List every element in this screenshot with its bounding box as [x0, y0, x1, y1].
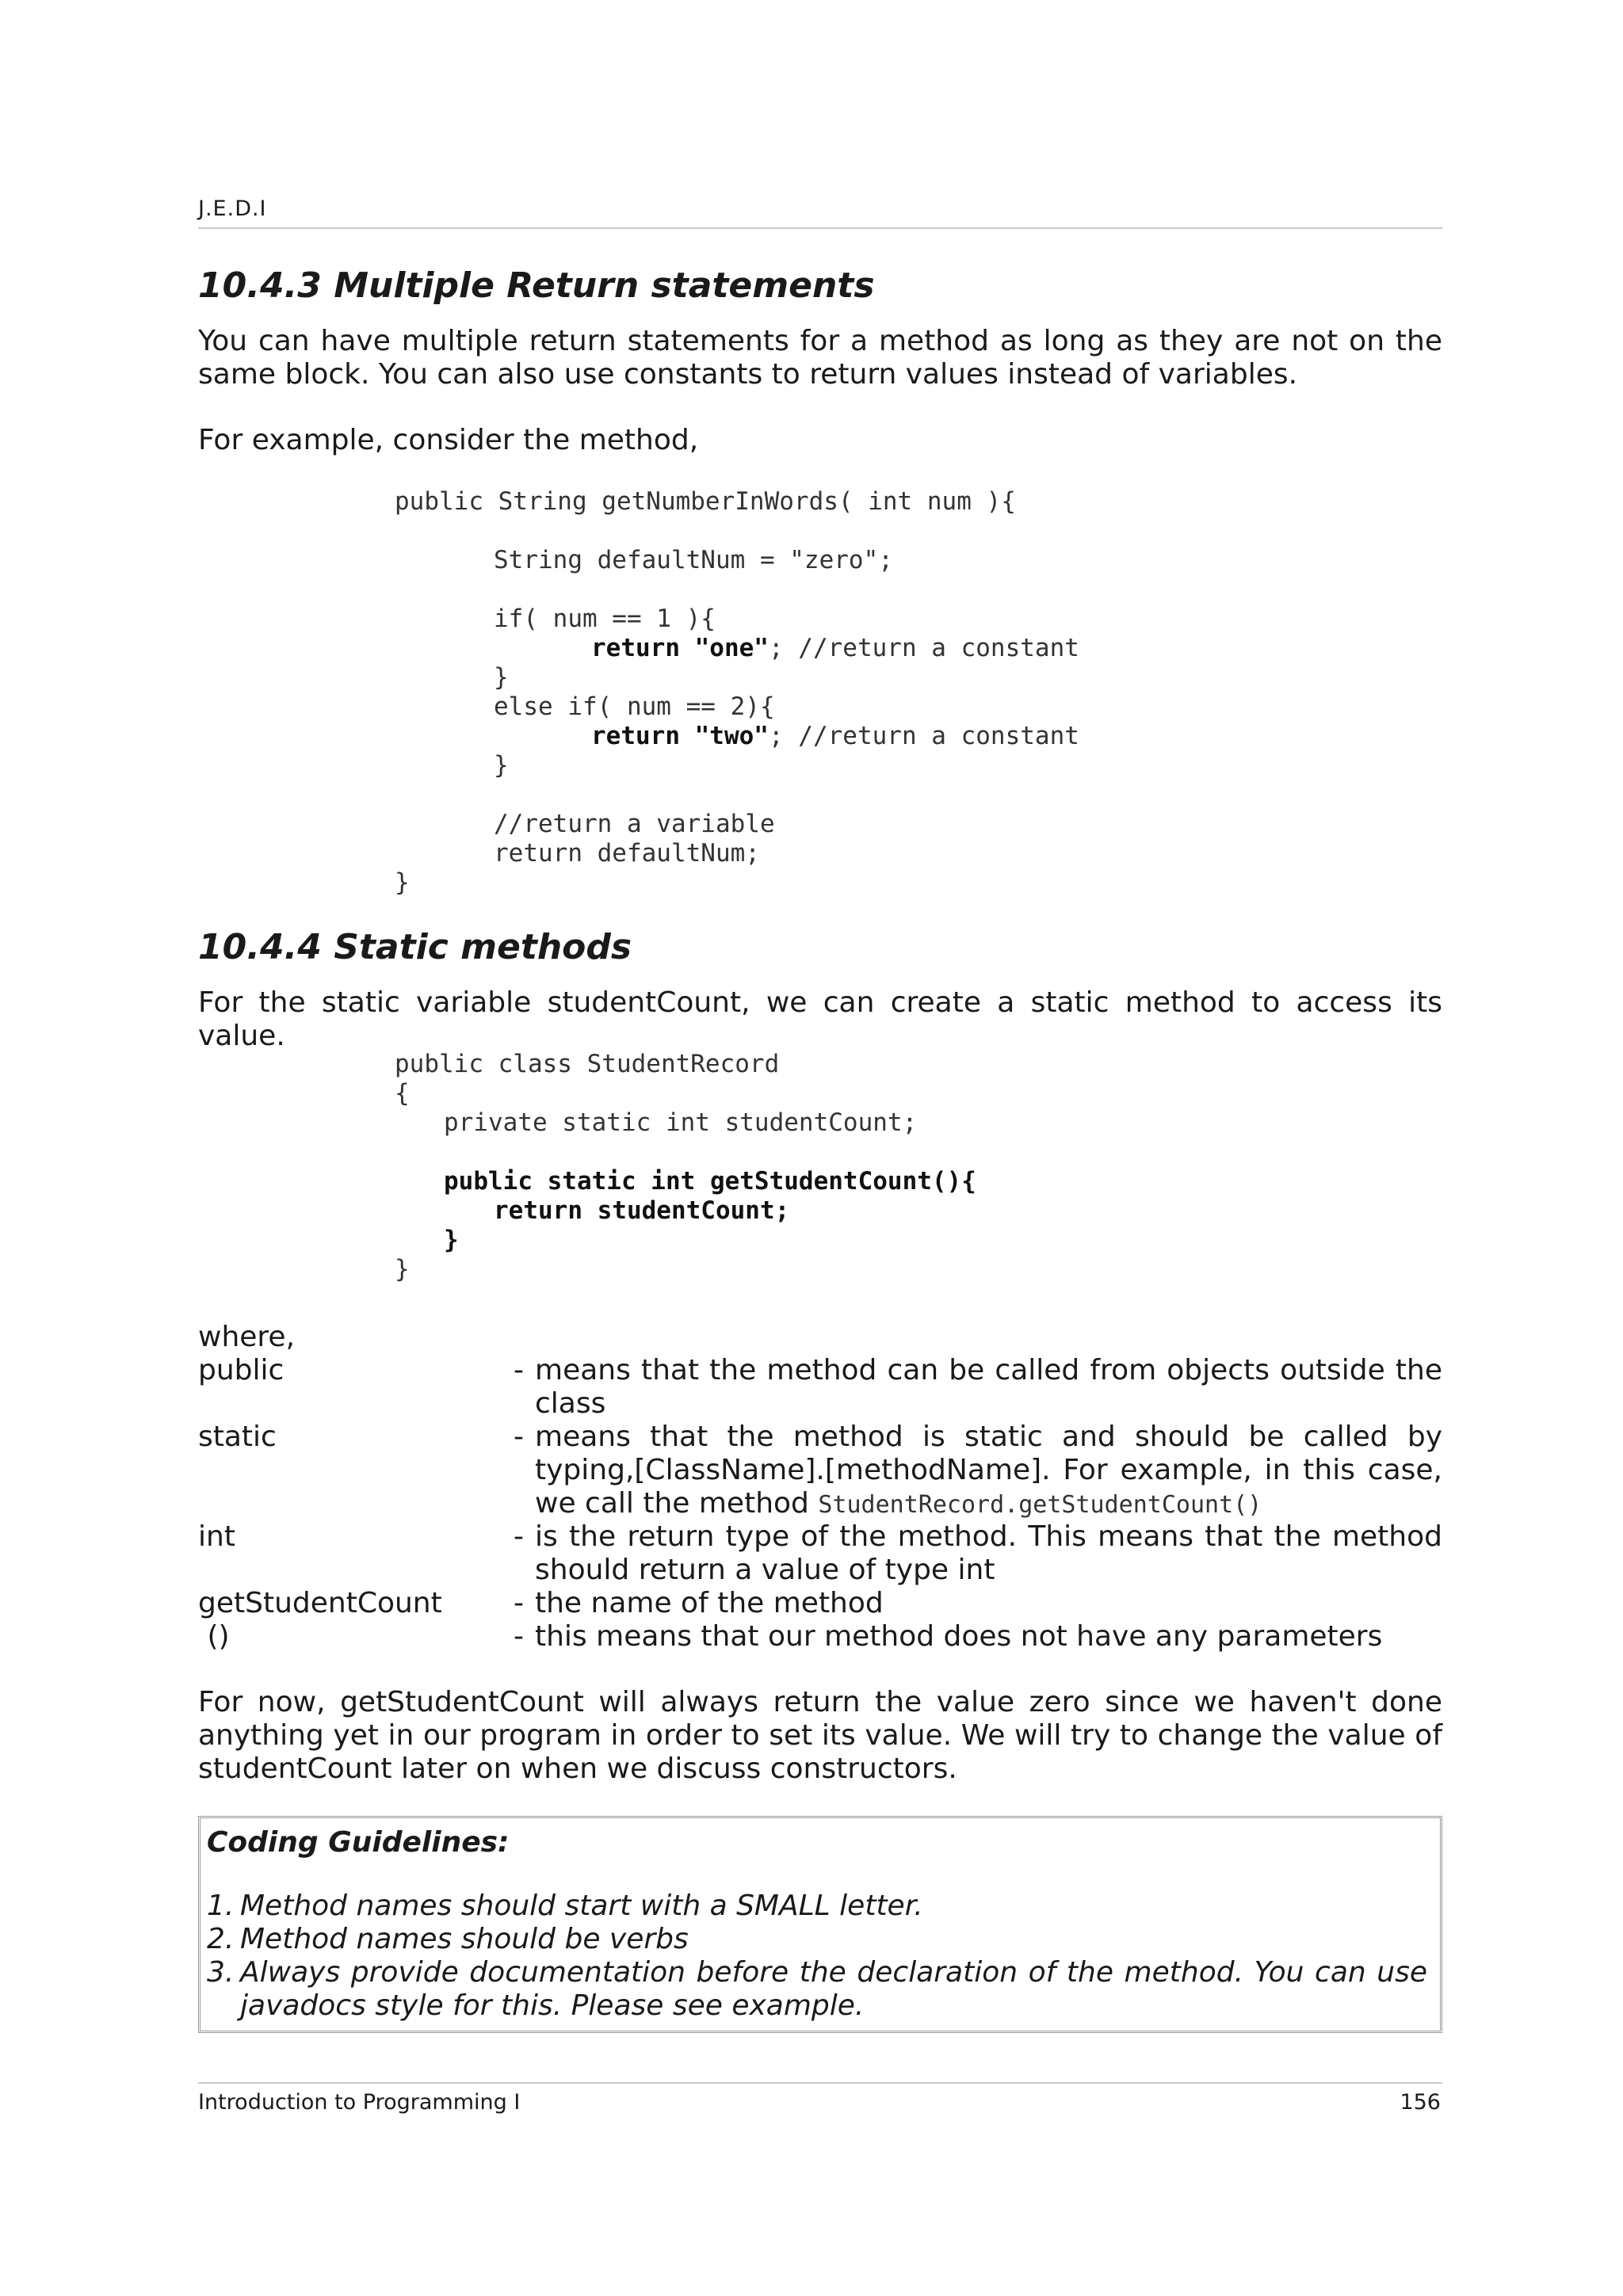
code-line: public static int getStudentCount(){	[444, 1167, 976, 1196]
code-line: public String getNumberInWords( int num ){	[395, 487, 1016, 516]
code-keyword: return "one"	[591, 634, 769, 662]
coding-guidelines-box	[198, 1816, 1442, 2033]
list-number: 2.	[207, 1923, 235, 1955]
definition-desc: this means that our method does not have any parameters	[535, 1620, 1383, 1653]
code-comment: ; //return a constant	[768, 722, 1079, 750]
code-line: public class StudentRecord	[395, 1050, 780, 1078]
header-title: J.E.D.I	[198, 196, 267, 221]
definition-desc-text: means that the method is static and should be called by typing,[ClassName].[methodName]. For example, in this case, we call the method	[535, 1421, 1442, 1520]
inline-code: StudentRecord.getStudentCount()	[818, 1491, 1262, 1519]
list-text: Method names should start with a SMALL letter.	[240, 1890, 923, 1922]
section-heading-static-methods: 10.4.4 Static methods	[198, 927, 632, 967]
list-item	[207, 1923, 1427, 1956]
list-text: Always provide documentation before the declaration of the method. You can use javadocs style for this. Please see example.	[240, 1956, 1427, 2022]
code-line	[591, 722, 1079, 750]
code-line: }	[395, 1255, 410, 1283]
paragraph: You can have multiple return statements for a method as long as they are not on the same block. You can also use constants to return values instead of variables.	[198, 325, 1442, 391]
definition-term: ()	[198, 1620, 230, 1653]
code-line: else if( num == 2){	[494, 692, 775, 721]
header-rule	[198, 227, 1442, 229]
paragraph: For the static variable studentCount, we can create a static method to access its value.	[198, 986, 1442, 1052]
definition-term: getStudentCount	[198, 1587, 442, 1619]
definition-dash: -	[514, 1587, 524, 1619]
code-line: String defaultNum = "zero";	[494, 546, 893, 574]
code-keyword: return "two"	[591, 722, 769, 750]
code-line: }	[395, 868, 410, 897]
paragraph: For now, getStudentCount will always return the value zero since we haven't done anything yet in our program in order to set its value. We will try to change the value of studentCount later on when we discuss constructors.	[198, 1686, 1442, 1785]
coding-guidelines-title: Coding Guidelines:	[207, 1826, 510, 1859]
list-number: 3.	[207, 1956, 235, 1989]
definition-dash: -	[514, 1620, 524, 1653]
code-line	[591, 634, 1079, 662]
list-item	[207, 1956, 1427, 2023]
definition-term: public	[198, 1354, 285, 1386]
code-line: }	[494, 663, 509, 692]
code-line: }	[444, 1226, 459, 1254]
paragraph: For example, consider the method,	[198, 424, 699, 456]
code-line: private static int studentCount;	[444, 1108, 918, 1137]
definition-term: int	[198, 1520, 235, 1553]
definition-desc: means that the method can be called from objects outside the class	[535, 1354, 1442, 1420]
list-number: 1.	[207, 1890, 235, 1922]
definition-dash: -	[514, 1421, 524, 1453]
code-line: return studentCount;	[494, 1196, 790, 1225]
definition-intro: where,	[198, 1321, 296, 1353]
definition-desc: is the return type of the method. This means that the method should return a value of type int	[535, 1520, 1442, 1586]
list-item	[207, 1890, 1427, 1923]
page-number: 156	[1400, 2090, 1441, 2115]
code-line: return defaultNum;	[494, 839, 760, 868]
definition-dash: -	[514, 1354, 524, 1386]
code-line: {	[395, 1079, 410, 1108]
code-block-get-number-in-words	[395, 487, 1266, 899]
list-text: Method names should be verbs	[240, 1923, 689, 1955]
section-heading-multiple-return: 10.4.3 Multiple Return statements	[198, 265, 875, 306]
footer-rule	[198, 2082, 1442, 2084]
code-comment: ; //return a constant	[768, 634, 1079, 662]
coding-guidelines-list	[207, 1890, 1427, 2023]
definition-term: static	[198, 1421, 277, 1453]
code-line: }	[494, 751, 509, 780]
definition-desc	[535, 1421, 1442, 1522]
definition-desc: the name of the method	[535, 1587, 884, 1619]
code-block-student-record	[395, 1050, 1108, 1287]
code-line: if( num == 1 ){	[494, 605, 716, 633]
definition-dash: -	[514, 1520, 524, 1553]
footer-title: Introduction to Programming I	[198, 2090, 521, 2115]
code-line: //return a variable	[494, 810, 775, 838]
